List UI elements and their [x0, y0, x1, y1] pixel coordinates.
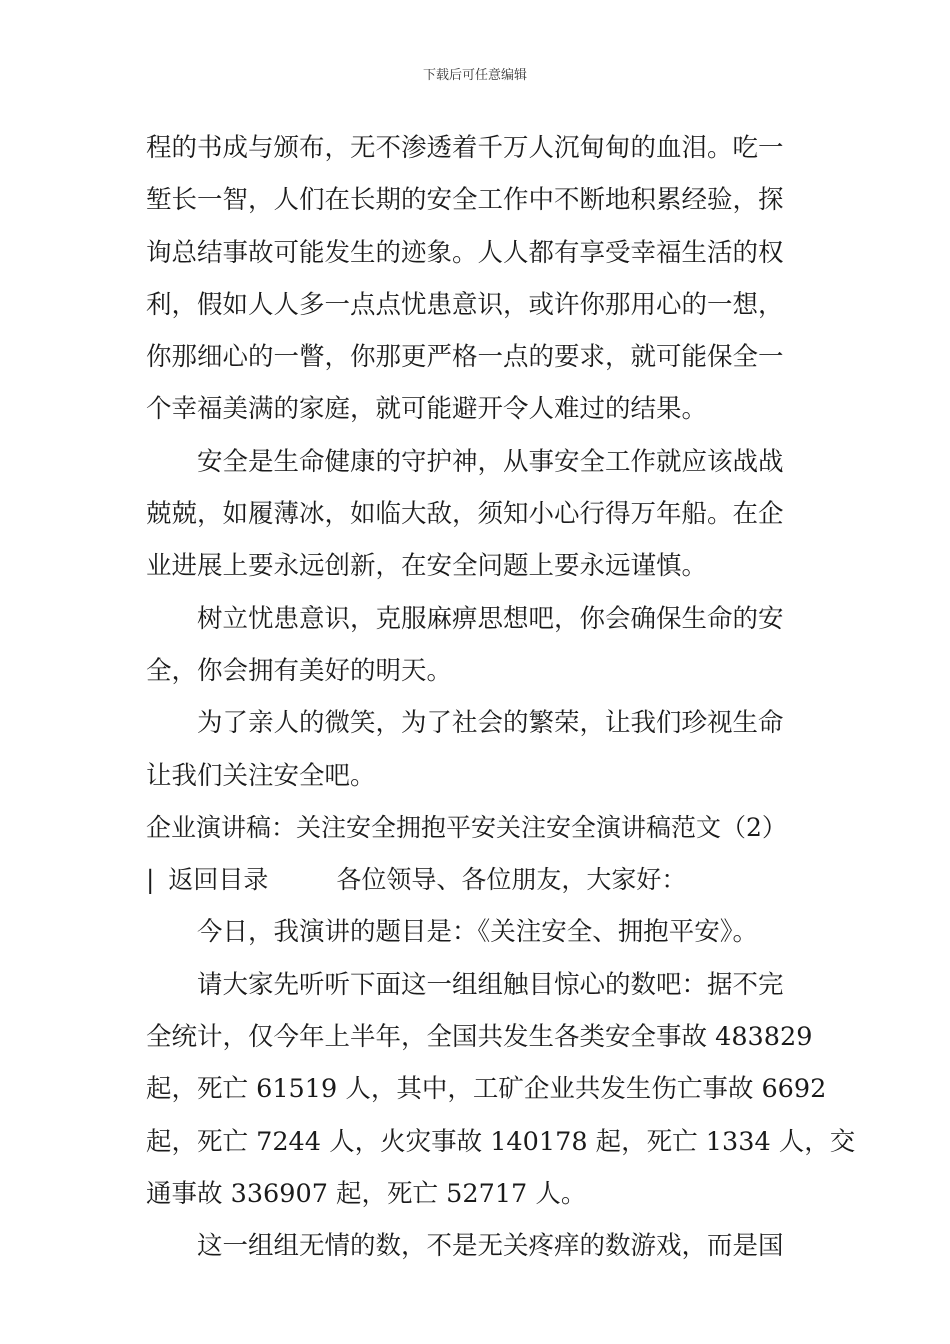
text-line: 通事故 336907 起，死亡 52717 人。 — [146, 1178, 587, 1209]
text-line: 请大家先听听下面这一组组触目惊心的数吧：据不完 — [197, 969, 784, 1000]
text-line: 树立忧患意识，克服麻痹思想吧，你会确保生命的安 — [197, 603, 784, 634]
text-line: 兢兢，如履薄冰，如临大敌，须知小心行得万年船。在企 — [146, 499, 784, 530]
text-line: 安全是生命健康的守护神，从事安全工作就应该战战 — [197, 446, 784, 477]
text-line: 让我们关注安全吧。 — [146, 760, 376, 791]
document-body — [146, 122, 856, 1273]
text-line: 业进展上要永远创新，在安全问题上要永远谨慎。 — [146, 551, 708, 582]
paragraph-group-2 — [146, 906, 856, 1272]
text-line: 你那细心的一瞥，你那更严格一点的要求，就可能保全一 — [146, 342, 784, 373]
text-line: 为了亲人的微笑，为了社会的繁荣，让我们珍视生命 — [197, 708, 784, 739]
text-line: 起，死亡 61519 人，其中，工矿企业共发生伤亡事故 6692 — [146, 1074, 827, 1105]
text-line: 程的书成与颁布，无不渗透着千万人沉甸甸的血泪。吃一 — [146, 133, 784, 163]
greeting-text: 各位领导、各位朋友，大家好： — [336, 865, 687, 895]
separator-bar: | — [146, 865, 155, 895]
text-line: 利，假如人人多一点点忧患意识，或许你那用心的一想， — [146, 289, 784, 320]
text-line: 起，死亡 7244 人，火灾事故 140178 起，死亡 1334 人，交 — [146, 1126, 856, 1157]
text-line: 询总结事故可能发生的迹象。人人都有享受幸福生活的权 — [146, 237, 784, 268]
text-line: 这一组组无情的数，不是无关疼痒的数游戏，而是国 — [197, 1231, 784, 1262]
back-to-toc-link[interactable]: 返回目录 — [168, 865, 269, 895]
text-line: 堑长一智，人们在长期的安全工作中不断地积累经验，探 — [146, 185, 784, 216]
page-header: 下载后可任意编辑 — [422, 68, 527, 83]
section-nav-line — [146, 854, 806, 906]
text-line: 全统计，仅今年上半年，全国共发生各类安全事故 483829 — [146, 1022, 813, 1053]
text-line: 今日，我演讲的题目是：《关注安全、拥抱平安》。 — [197, 917, 759, 948]
paragraph-group-1 — [146, 122, 806, 802]
section-title: 企业演讲稿：关注安全拥抱平安关注安全演讲稿范文（2） — [146, 812, 787, 842]
text-line: 个幸福美满的家庭，就可能避开令人难过的结果。 — [146, 394, 708, 425]
text-line: 全，你会拥有美好的明天。 — [146, 655, 453, 686]
